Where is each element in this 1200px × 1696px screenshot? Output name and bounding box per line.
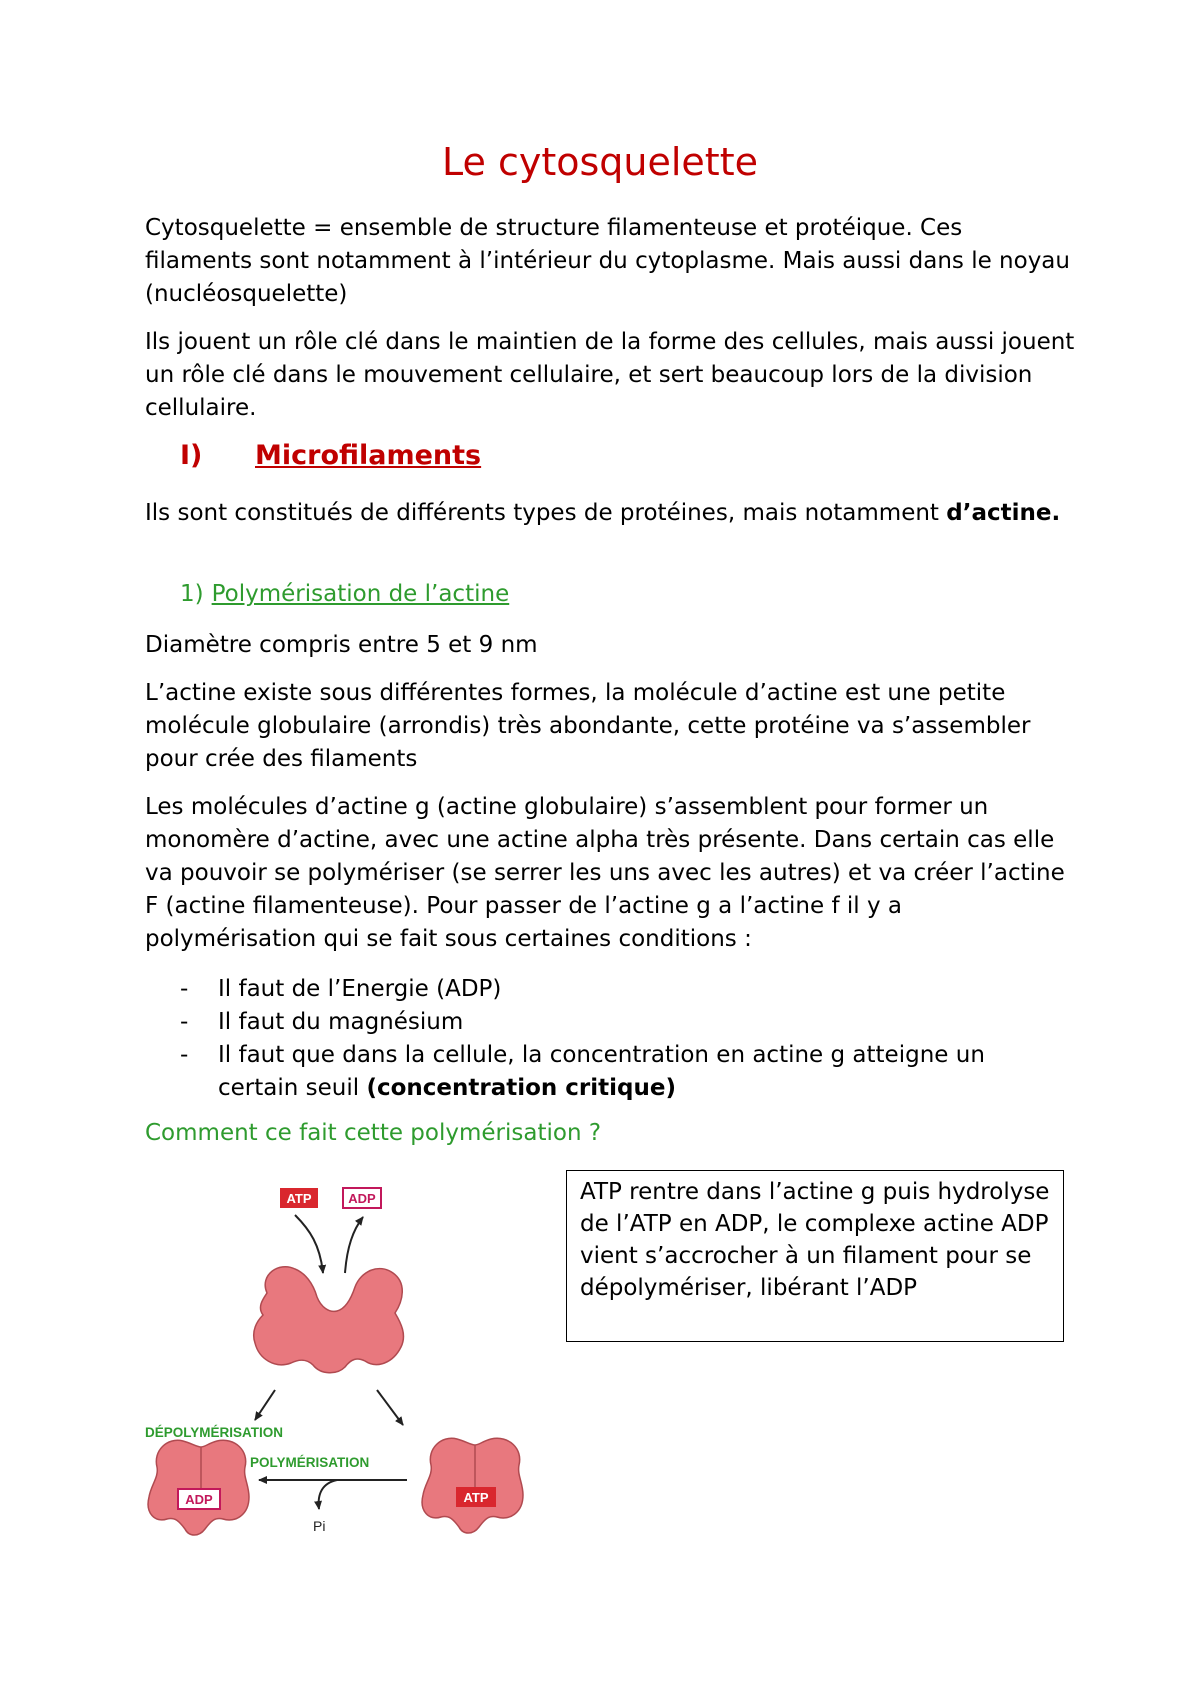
page-title: Le cytosquelette	[442, 140, 758, 184]
actin-atp-monomer	[422, 1438, 523, 1533]
section-title: Microfilaments	[255, 440, 482, 471]
conditions-list	[180, 973, 1060, 1105]
paragraph-diameter: Diamètre compris entre 5 et 9 nm	[145, 632, 538, 658]
paragraph-role: Ils jouent un rôle clé dans le maintien de la forme des cellules, mais aussi jouent un rôle clé dans le mouvement cellulaire, et sert beaucoup lors de la division cellulaire.	[145, 329, 1075, 421]
paragraph-forms: L’actine existe sous différentes formes, la molécule d’actine est une petite molécule globulaire (arrondis) très abondante, cette protéine va s’assembler pour crée des filaments	[145, 680, 1031, 772]
atp-bound-label	[456, 1487, 496, 1507]
actin-adp-monomer	[148, 1440, 249, 1535]
section-number: I)	[180, 440, 203, 471]
subsection-title: Polymérisation de l’actine	[211, 581, 510, 607]
pi-release-arrow	[319, 1480, 337, 1509]
subsection-heading-polymerisation	[180, 581, 509, 607]
depolymerisation-arrow-up	[255, 1390, 275, 1420]
polymerisation-label: POLYMÉRISATION	[250, 1455, 370, 1470]
depolymerisation-label: DÉPOLYMÉRISATION	[145, 1425, 284, 1440]
paragraph-proteins-text: Ils sont constitués de différents types de protéines, mais notamment	[145, 500, 939, 526]
actin-monomer-top	[254, 1267, 404, 1373]
bullet-dash: -	[180, 1042, 189, 1068]
subsection-number: 1)	[180, 581, 204, 607]
list-item: - Il faut du magnésium	[180, 1006, 1060, 1039]
explanation-textbox: ATP rentre dans l’actine g puis hydrolyse de l’ATP en ADP, le complexe actine ADP vient s’accrocher à un filament pour se dépolymériser, libérant l’ADP	[566, 1170, 1064, 1342]
svg-text:ADP: ADP	[348, 1191, 376, 1206]
section-heading-microfilaments	[180, 440, 481, 471]
paragraph-proteins	[145, 497, 1075, 530]
adp-out-arrow	[345, 1217, 363, 1273]
paragraph-proteins-bold: d’actine.	[946, 500, 1061, 526]
paragraph-definition: Cytosquelette = ensemble de structure filamenteuse et protéique. Ces filaments sont notamment à l’intérieur du cytoplasme. Mais aussi dans le noyau (nucléosquelette)	[145, 215, 1070, 307]
svg-text:ATP: ATP	[286, 1191, 312, 1206]
actin-polymerisation-diagram	[145, 1175, 535, 1534]
adp-top-label	[343, 1188, 381, 1208]
svg-text:ATP: ATP	[463, 1490, 489, 1505]
atp-in-arrow	[295, 1215, 323, 1273]
list-item: - Il faut de l’Energie (ADP)	[180, 973, 1060, 1006]
question-heading: Comment ce fait cette polymérisation ?	[145, 1120, 602, 1146]
atp-top-label	[280, 1188, 318, 1208]
to-atp-arrow	[377, 1390, 403, 1425]
bullet-dash: -	[180, 1009, 189, 1035]
adp-bound-label	[178, 1489, 220, 1509]
bullet-dash: -	[180, 976, 189, 1002]
pi-label: Pi	[313, 1518, 326, 1534]
list-item: - Il faut que dans la cellule, la concentration en actine g atteigne un certain seuil (concentration critique)	[180, 1039, 1060, 1105]
paragraph-assembly: Les molécules d’actine g (actine globulaire) s’assemblent pour former un monomère d’actine, avec une actine alpha très présente. Dans certain cas elle va pouvoir se polymériser (se serrer les uns avec les autres) et va créer l’actine F (actine filamenteuse). Pour passer de l’actine g a l’actine f il y a polymérisation qui se fait sous certaines conditions :	[145, 794, 1065, 952]
svg-text:ADP: ADP	[185, 1492, 213, 1507]
